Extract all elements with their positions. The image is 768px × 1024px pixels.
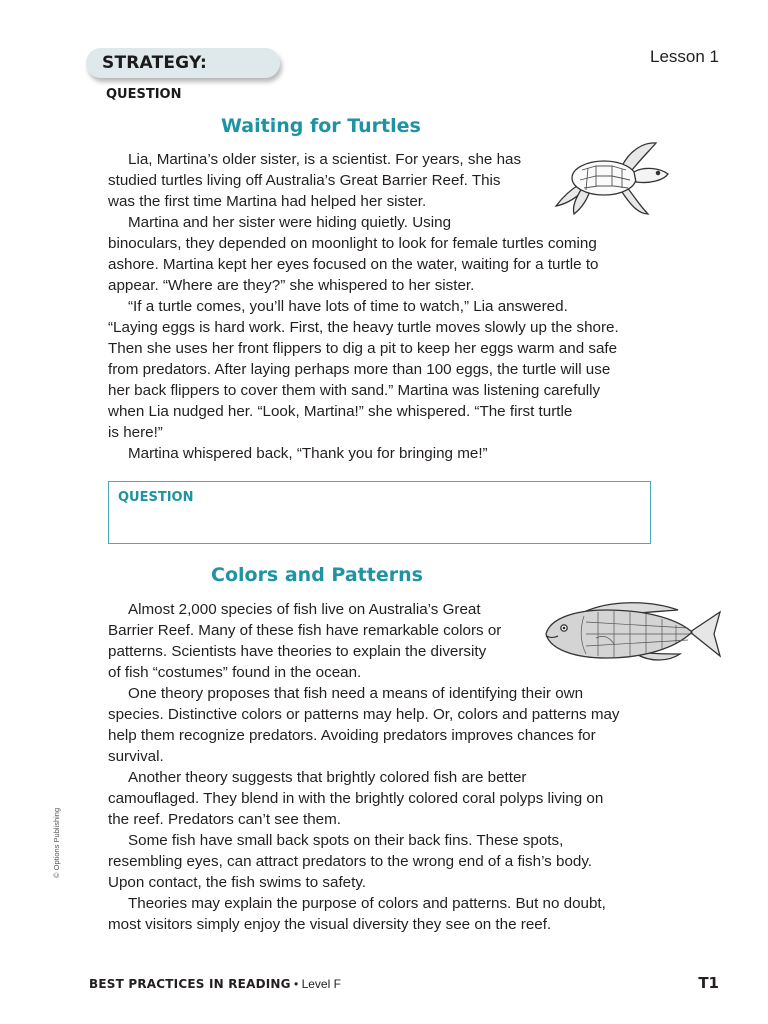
lesson-number: Lesson 1	[650, 47, 719, 66]
story1-line: is here!”	[108, 424, 163, 441]
story2-line: One theory proposes that fish need a means of identifying their own	[128, 685, 584, 702]
story1-line: was the first time Martina had helped her sister.	[108, 193, 427, 210]
story1-line: ashore. Martina kept her eyes focused on the water, waiting for a turtle to	[108, 256, 599, 273]
copyright-label: © Options Publishing	[52, 807, 61, 878]
story2-line: help them recognize predators. Avoiding predators improves chances for	[108, 727, 596, 744]
story2-line: Upon contact, the fish swims to safety.	[108, 874, 367, 891]
story1-line: “Laying eggs is hard work. First, the heavy turtle moves slowly up the shore.	[108, 319, 619, 336]
story2-line: most visitors simply enjoy the visual diversity they see on the reef.	[108, 916, 552, 933]
story1-line: from predators. After laying perhaps more than 100 eggs, the turtle will use	[108, 361, 611, 378]
footer-bullet: •	[290, 977, 302, 991]
footer	[89, 977, 341, 991]
story2-line: Some fish have small back spots on their back fins. These spots,	[128, 832, 564, 849]
story2-line: the reef. Predators can’t see them.	[108, 811, 341, 828]
story1-line: when Lia nudged her. “Look, Martina!” she whispered. “The first turtle	[108, 403, 573, 420]
story2-line: Almost 2,000 species of fish live on Australia’s Great	[128, 601, 481, 618]
story2-line: Theories may explain the purpose of colors and patterns. But no doubt,	[128, 895, 606, 912]
strategy-label: STRATEGY:	[102, 53, 207, 73]
question-label: QUESTION	[118, 490, 194, 505]
footer-series: BEST PRACTICES IN READING	[89, 977, 291, 991]
story1-line: her back flippers to cover them with sand.” Martina was listening carefully	[108, 382, 601, 399]
sea-turtle-illustration	[552, 140, 678, 218]
strategy-value: QUESTION	[106, 87, 182, 102]
story1-title: Waiting for Turtles	[221, 115, 421, 137]
fish-illustration	[540, 598, 724, 670]
story2-line: Barrier Reef. Many of these fish have remarkable colors or	[108, 622, 502, 639]
story2-line: of fish “costumes” found in the ocean.	[108, 664, 362, 681]
story2-line: species. Distinctive colors or patterns may help. Or, colors and patterns may	[108, 706, 620, 723]
story1-line: Then she uses her front flippers to dig a pit to keep her eggs warm and safe	[108, 340, 618, 357]
story2-line: patterns. Scientists have theories to explain the diversity	[108, 643, 487, 660]
story2-title: Colors and Patterns	[211, 564, 423, 586]
footer-level: Level F	[301, 977, 341, 991]
story1-line: studied turtles living off Australia’s Great Barrier Reef. This	[108, 172, 501, 189]
story1-line: Martina and her sister were hiding quietly. Using	[128, 214, 452, 231]
story1-line: appear. “Where are they?” she whispered to her sister.	[108, 277, 475, 294]
story2-line: Another theory suggests that brightly colored fish are better	[128, 769, 527, 786]
story1-line: Martina whispered back, “Thank you for bringing me!”	[128, 445, 488, 462]
page-number: T1	[698, 974, 719, 992]
strategy-badge	[86, 48, 280, 102]
story2-line: camouflaged. They blend in with the brightly colored coral polyps living on	[108, 790, 604, 807]
story2-line: resembling eyes, can attract predators to the wrong end of a fish’s body.	[108, 853, 593, 870]
story1-line: Lia, Martina’s older sister, is a scientist. For years, she has	[128, 151, 522, 168]
story1-line: “If a turtle comes, you’ll have lots of time to watch,” Lia answered.	[128, 298, 568, 315]
story2-line: survival.	[108, 748, 164, 765]
story1-line: binoculars, they depended on moonlight to look for female turtles coming	[108, 235, 597, 252]
